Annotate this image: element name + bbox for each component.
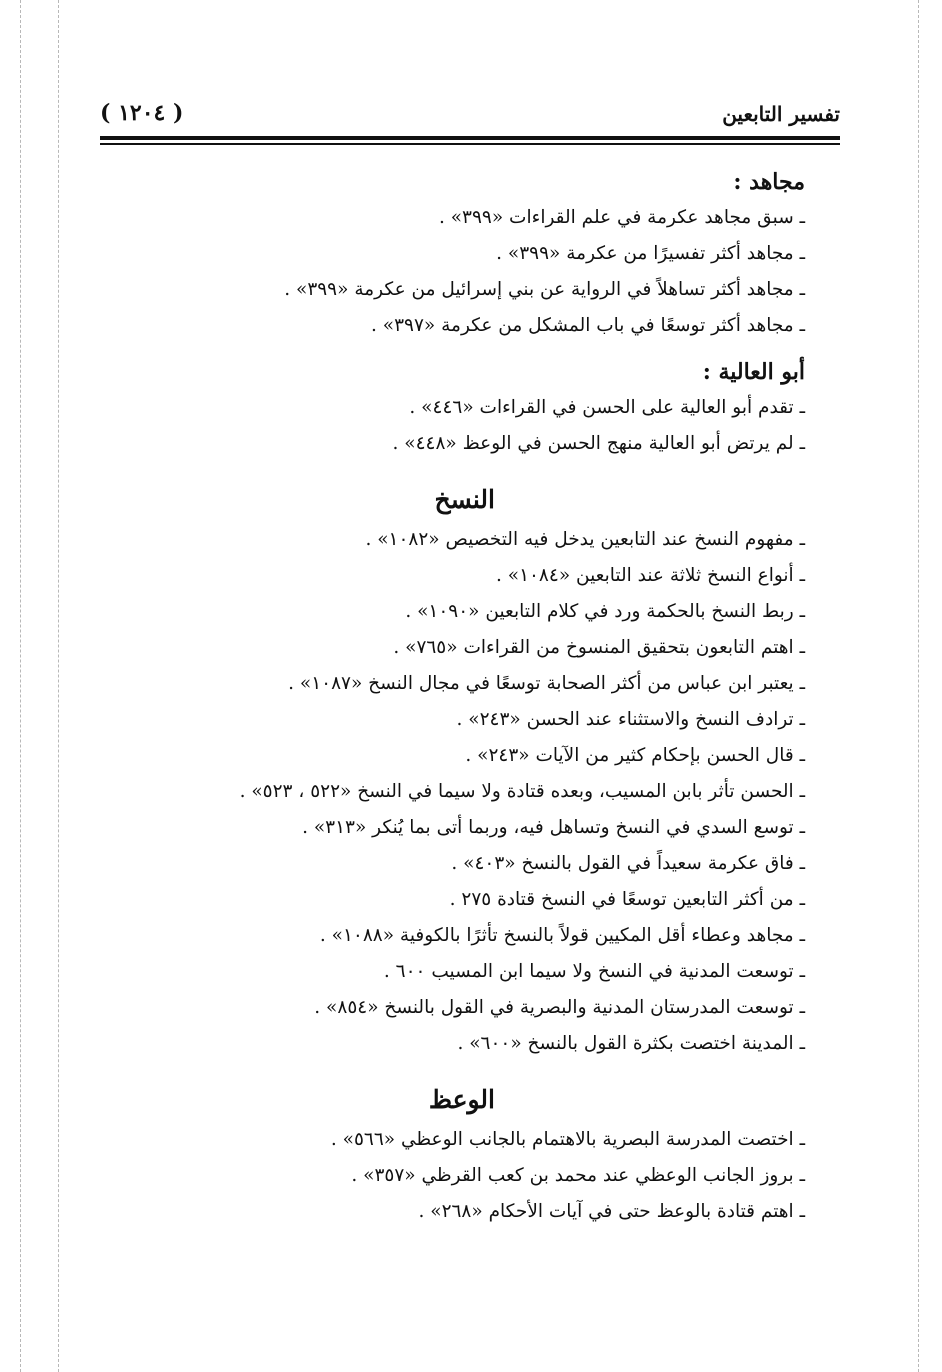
list-item: ـ المدينة اختصت بكثرة القول بالنسخ «٦٠٠» . xyxy=(457,1033,805,1054)
scan-margin-line xyxy=(918,0,919,1372)
list-item: ـ اهتم قتادة بالوعظ حتى في آيات الأحكام «٢٦٨» . xyxy=(418,1201,805,1222)
section-title: أبو العالية : xyxy=(702,359,805,385)
scan-margin-line xyxy=(58,0,59,1372)
section-title: الوعظ xyxy=(428,1085,495,1114)
page-content xyxy=(100,164,805,1230)
list-item: ـ توسعت المدنية في النسخ ولا سيما ابن المسيب ٦٠٠ . xyxy=(383,961,805,982)
list-item: ـ فاق عكرمة سعيداً في القول بالنسخ «٤٠٣» . xyxy=(451,853,805,874)
scan-margin-line xyxy=(20,0,21,1372)
page-number: ( ١٢٠٤ ) xyxy=(100,100,184,126)
list-item: ـ توسعت المدرستان المدنية والبصرية في القول بالنسخ «٨٥٤» . xyxy=(314,997,805,1018)
list-item: ـ ترادف النسخ والاستثناء عند الحسن «٢٤٣» . xyxy=(456,709,805,730)
list-item: ـ تقدم أبو العالية على الحسن في القراءات «٤٤٦» . xyxy=(409,397,805,418)
list-item: ـ مفهوم النسخ عند التابعين يدخل فيه التخصيص «١٠٨٢» . xyxy=(365,529,805,550)
list-item: ـ مجاهد أكثر توسعًا في باب المشكل من عكرمة «٣٩٧» . xyxy=(371,315,805,336)
section-naskh xyxy=(100,478,805,1062)
section-mujahid xyxy=(100,164,805,344)
spacer xyxy=(100,344,805,354)
list-item: ـ توسع السدي في النسخ وتساهل فيه، وربما أتى بما يُنكر «٣١٣» . xyxy=(302,817,805,838)
page-header xyxy=(100,100,840,128)
list-item: ـ سبق مجاهد عكرمة في علم القراءات «٣٩٩» . xyxy=(438,207,805,228)
section-wa'z xyxy=(100,1078,805,1230)
list-item: ـ مجاهد أكثر تساهلاً في الرواية عن بني إسرائيل من عكرمة «٣٩٩» . xyxy=(284,279,805,300)
list-item: ـ مجاهد أكثر تفسيرًا من عكرمة «٣٩٩» . xyxy=(496,243,805,264)
section-title: النسخ xyxy=(434,485,495,514)
spacer xyxy=(100,462,805,478)
list-item: ـ ربط النسخ بالحكمة ورد في كلام التابعين «١٠٩٠» . xyxy=(405,601,805,622)
list-item: ـ بروز الجانب الوعظي عند محمد بن كعب القرظي «٣٥٧» . xyxy=(351,1165,805,1186)
list-item: ـ يعتبر ابن عباس من أكثر الصحابة توسعًا في مجال النسخ «١٠٨٧» . xyxy=(288,673,805,694)
spacer xyxy=(100,1062,805,1078)
list-item: ـ من أكثر التابعين توسعًا في النسخ قتادة ٢٧٥ . xyxy=(449,889,805,910)
list-item: ـ أنواع النسخ ثلاثة عند التابعين «١٠٨٤» . xyxy=(495,565,805,586)
header-rule xyxy=(100,136,840,140)
list-item: ـ اختصت المدرسة البصرية بالاهتمام بالجانب الوعظي «٥٦٦» . xyxy=(330,1129,805,1150)
section-title: مجاهد : xyxy=(733,169,805,195)
list-item: ـ اهتم التابعون بتحقيق المنسوخ من القراءات «٧٦٥» . xyxy=(393,637,805,658)
book-title: تفسير التابعين xyxy=(722,102,840,126)
list-item: ـ قال الحسن بإحكام كثير من الآيات «٢٤٣» . xyxy=(465,745,805,766)
list-item: ـ لم يرتض أبو العالية منهج الحسن في الوعظ «٤٤٨» . xyxy=(392,433,805,454)
list-item: ـ مجاهد وعطاء أقل المكيين قولاً بالنسخ تأثرًا بالكوفية «١٠٨٨» . xyxy=(319,925,805,946)
section-abu-al-aliya xyxy=(100,354,805,462)
header-rule-thin xyxy=(100,143,840,145)
list-item: ـ الحسن تأثر بابن المسيب، وبعده قتادة ولا سيما في النسخ «٥٢٢ ، ٥٢٣» . xyxy=(239,781,805,802)
